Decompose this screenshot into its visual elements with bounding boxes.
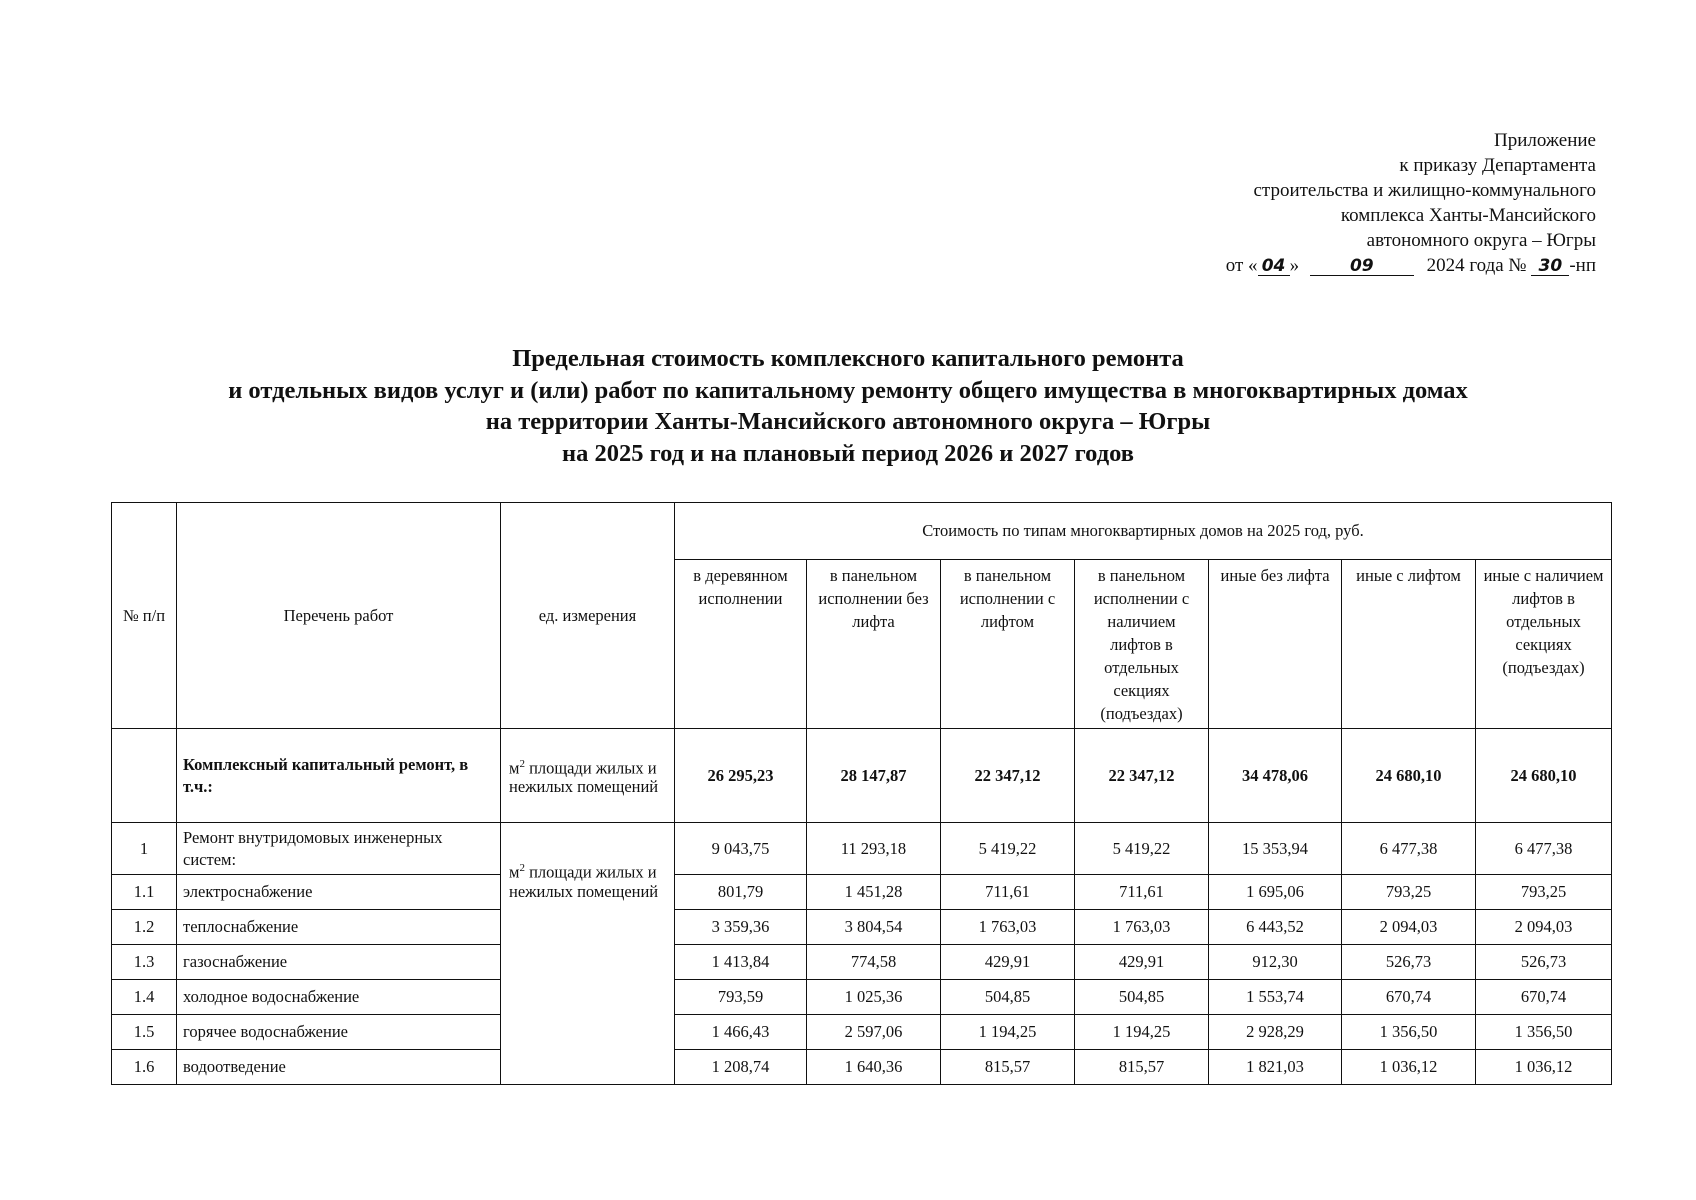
title-line: и отдельных видов услуг и (или) работ по капитальному ремонту общего имущества в многоквартирных домах: [228, 376, 1468, 404]
row-value: 526,73: [1476, 945, 1612, 980]
row-value: 1 640,36: [807, 1050, 941, 1085]
date-year-text: 2024 года №: [1426, 255, 1527, 276]
date-mid: »: [1289, 255, 1300, 276]
row-value: 429,91: [941, 945, 1075, 980]
header-works-text: Перечень работ: [283, 605, 394, 625]
row-value: 1 194,25: [941, 1015, 1075, 1050]
row-value: 815,57: [941, 1050, 1075, 1085]
row-name: газоснабжение: [177, 945, 501, 980]
row-value: 670,74: [1342, 980, 1476, 1015]
header-num-text: № п/п: [122, 605, 166, 625]
row-value: 793,25: [1476, 875, 1612, 910]
row-unit-merged: [501, 823, 675, 1085]
row-name: горячее водоснабжение: [177, 1015, 501, 1050]
row-unit: [501, 729, 675, 823]
row-value: 5 419,22: [1075, 823, 1209, 875]
title-line: на 2025 год и на плановый период 2026 и 2027 годов: [561, 439, 1134, 467]
row-value: 6 477,38: [1476, 823, 1612, 875]
row-name: Ремонт внутридомовых инженерных систем:: [177, 823, 501, 875]
appendix-line: комплекса Ханты-Мансийского: [1340, 205, 1596, 226]
table-row: [112, 823, 1612, 875]
row-name: теплоснабжение: [177, 910, 501, 945]
row-value: 26 295,23: [675, 729, 807, 823]
row-value: 1 356,50: [1476, 1015, 1612, 1050]
header-cost-group: [675, 503, 1612, 560]
header-cost-group-text: Стоимость по типам многоквартирных домов на 2025 год, руб.: [922, 521, 1364, 540]
row-num: 1.3: [112, 945, 177, 980]
table-row: [112, 1015, 1612, 1050]
header-type: в панельном исполнении с лифтом: [941, 560, 1075, 729]
row-value: 1 553,74: [1209, 980, 1342, 1015]
appendix-block: [1226, 128, 1596, 278]
row-value: 22 347,12: [1075, 729, 1209, 823]
unit-text: площади жилых и нежилых помещений: [509, 862, 659, 901]
unit-m: м: [509, 862, 520, 882]
row-value: 34 478,06: [1209, 729, 1342, 823]
row-name: Комплексный капитальный ремонт, в т.ч.:: [177, 729, 501, 823]
header-type: в деревянном исполнении: [675, 560, 807, 729]
row-num: 1.1: [112, 875, 177, 910]
header-type: иные без лифта: [1209, 560, 1342, 729]
document-title: [100, 343, 1596, 469]
row-value: 11 293,18: [807, 823, 941, 875]
row-value: 2 094,03: [1342, 910, 1476, 945]
header-num: [112, 503, 177, 729]
row-value: 3 359,36: [675, 910, 807, 945]
cost-table: [111, 502, 1612, 1085]
row-num: 1.5: [112, 1015, 177, 1050]
row-value: 1 025,36: [807, 980, 941, 1015]
row-value: 2 597,06: [807, 1015, 941, 1050]
row-value: 3 804,54: [807, 910, 941, 945]
row-value: 28 147,87: [807, 729, 941, 823]
table-row: [112, 945, 1612, 980]
order-suffix: -нп: [1569, 255, 1596, 276]
row-value: 1 036,12: [1342, 1050, 1476, 1085]
row-value: 6 477,38: [1342, 823, 1476, 875]
row-value: 815,57: [1075, 1050, 1209, 1085]
row-value: 1 763,03: [941, 910, 1075, 945]
row-value: 912,30: [1209, 945, 1342, 980]
row-value: 1 695,06: [1209, 875, 1342, 910]
row-value: 1 466,43: [675, 1015, 807, 1050]
row-value: 15 353,94: [1209, 823, 1342, 875]
appendix-line: строительства и жилищно-коммунального: [1253, 180, 1596, 201]
row-value: 670,74: [1476, 980, 1612, 1015]
appendix-line: Приложение: [1494, 130, 1596, 151]
row-value: 504,85: [941, 980, 1075, 1015]
header-type: в панельном исполнении без лифта: [807, 560, 941, 729]
row-value: 1 036,12: [1476, 1050, 1612, 1085]
table-row: [112, 980, 1612, 1015]
header-works: [177, 503, 501, 729]
row-value: 2 094,03: [1476, 910, 1612, 945]
row-value: 526,73: [1342, 945, 1476, 980]
header-type: иные с наличием лифтов в отдельных секциях (подъездах): [1476, 560, 1612, 729]
row-value: 1 194,25: [1075, 1015, 1209, 1050]
row-value: 801,79: [675, 875, 807, 910]
appendix-line: к приказу Департамента: [1399, 155, 1596, 176]
row-name: водоотведение: [177, 1050, 501, 1085]
header-unit: [501, 503, 675, 729]
order-number: 30: [1531, 257, 1569, 276]
row-value: 2 928,29: [1209, 1015, 1342, 1050]
row-value: 793,25: [1342, 875, 1476, 910]
row-value: 1 208,74: [675, 1050, 807, 1085]
row-value: 1 356,50: [1342, 1015, 1476, 1050]
row-num: 1.2: [112, 910, 177, 945]
unit-sup: 2: [519, 862, 525, 874]
row-value: 504,85: [1075, 980, 1209, 1015]
row-value: 711,61: [941, 875, 1075, 910]
date-month: 09: [1310, 257, 1414, 276]
row-num: 1.6: [112, 1050, 177, 1085]
table-row-total: [112, 729, 1612, 823]
row-value: 1 821,03: [1209, 1050, 1342, 1085]
table-row: [112, 910, 1612, 945]
row-value: 24 680,10: [1342, 729, 1476, 823]
table-row: [112, 875, 1612, 910]
row-name: электроснабжение: [177, 875, 501, 910]
row-value: 1 451,28: [807, 875, 941, 910]
header-unit-text: ед. измерения: [538, 605, 637, 625]
appendix-date-line: [1226, 253, 1596, 278]
row-name: холодное водоснабжение: [177, 980, 501, 1015]
row-num: 1: [112, 823, 177, 875]
table-row: [112, 1050, 1612, 1085]
appendix-line: автономного округа – Югры: [1366, 230, 1596, 251]
title-line: на территории Ханты-Мансийского автономного округа – Югры: [485, 408, 1211, 435]
date-day: 04: [1258, 257, 1290, 276]
unit-text: площади жилых и нежилых помещений: [509, 758, 659, 797]
row-value: 5 419,22: [941, 823, 1075, 875]
row-num: [112, 729, 177, 823]
row-value: 774,58: [807, 945, 941, 980]
header-type: в панельном исполнении с наличием лифтов в отдельных секциях (подъездах): [1075, 560, 1209, 729]
row-value: 429,91: [1075, 945, 1209, 980]
unit-sup: 2: [519, 757, 525, 770]
header-type: иные с лифтом: [1342, 560, 1476, 729]
row-value: 1 413,84: [675, 945, 807, 980]
row-value: 9 043,75: [675, 823, 807, 875]
row-value: 22 347,12: [941, 729, 1075, 823]
row-value: 793,59: [675, 980, 807, 1015]
unit-m: м: [509, 758, 520, 778]
row-num: 1.4: [112, 980, 177, 1015]
date-prefix: от «: [1225, 255, 1258, 276]
row-value: 1 763,03: [1075, 910, 1209, 945]
row-value: 711,61: [1075, 875, 1209, 910]
row-value: 6 443,52: [1209, 910, 1342, 945]
title-line: Предельная стоимость комплексного капитального ремонта: [512, 345, 1184, 372]
row-value: 24 680,10: [1476, 729, 1612, 823]
